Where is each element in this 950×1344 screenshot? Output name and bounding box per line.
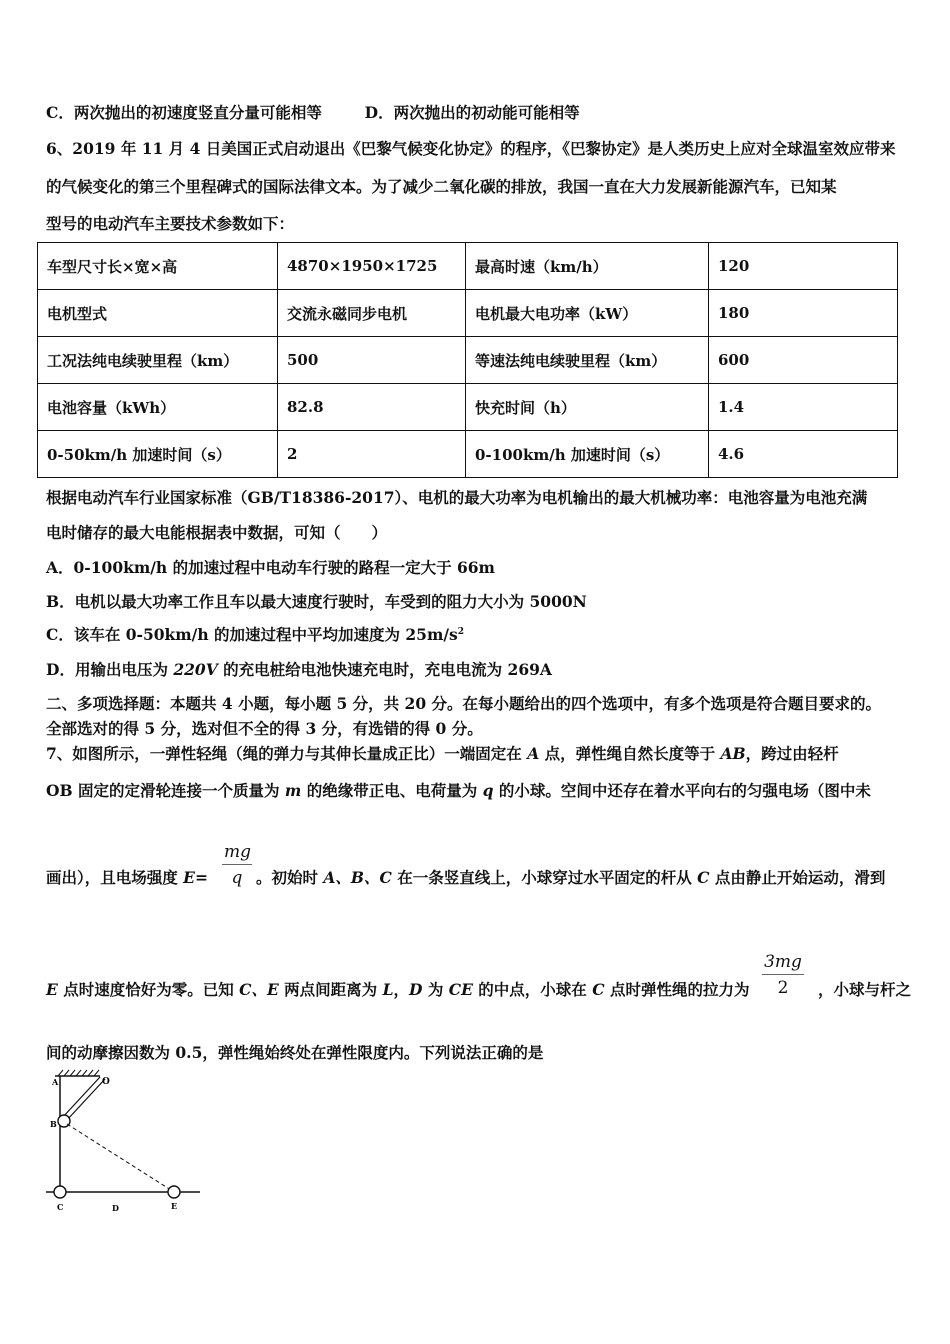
q7-text: 点由静止开始运动，滑到 — [709, 868, 886, 887]
table-cell: 500 — [278, 337, 466, 384]
q7-line-2 — [46, 779, 871, 801]
q7-text: 点时弹性绳的拉力为 — [604, 980, 750, 999]
q7-line-5: 间的动摩擦因数为 0.5，弹性绳始终处在弹性限度内。下列说法正确的是 — [46, 1043, 544, 1062]
label-c: C — [57, 1202, 64, 1212]
q7-var: L — [382, 980, 394, 999]
q7-line-3a — [46, 866, 208, 888]
section2-line-2: 全部选对的得 5 分，选对但不全的得 3 分，有选错的得 0 分。 — [46, 719, 483, 738]
label-o: O — [102, 1077, 110, 1087]
table-cell: 600 — [709, 337, 898, 384]
label-b: B — [50, 1119, 57, 1129]
table-row — [38, 243, 898, 290]
table-cell: 0-50km/h 加速时间（s） — [38, 431, 278, 478]
table-cell: 快充时间（h） — [466, 384, 709, 431]
q7-line-1 — [46, 742, 839, 764]
table-cell: 交流永磁同步电机 — [278, 290, 466, 337]
q6-option-a: A．0-100km/h 的加速过程中电动车行驶的路程一定大于 66m — [46, 558, 495, 577]
table-cell: 等速法纯电续驶里程（km） — [466, 337, 709, 384]
table-cell: 车型尺寸长×宽×高 — [38, 243, 278, 290]
table-cell: 最高时速（km/h） — [466, 243, 709, 290]
physics-figure — [40, 1068, 210, 1218]
q7-var: m — [284, 781, 302, 800]
table-cell: 82.8 — [278, 384, 466, 431]
q7-text: ， — [393, 980, 409, 999]
dashed-rope-be — [67, 1124, 174, 1192]
q7-text: OB 固定的定滑轮连接一个质量为 — [46, 781, 285, 800]
q6-option-c — [46, 623, 464, 645]
q7-text: 7、如图所示，一弹性轻绳（绳的弹力与其伸长量成正比）一端固定在 — [46, 744, 528, 763]
q6-option-d — [46, 658, 552, 680]
q7-line-3b — [256, 866, 885, 888]
q7-text: 两点间距离为 — [278, 980, 383, 999]
table-cell: 电池容量（kWh） — [38, 384, 278, 431]
label-a: A — [52, 1077, 59, 1087]
ball-e — [168, 1186, 180, 1198]
q7-text: 为 — [422, 980, 449, 999]
q7-text: 的小球。空间中还存在着水平向右的匀强电场（图中未 — [493, 781, 871, 800]
q7-line-4a — [46, 978, 749, 1000]
table-row — [38, 384, 898, 431]
q7-var: C、E — [239, 980, 279, 999]
q7-text: 在一条竖直线上，小球穿过水平固定的杆从 — [391, 868, 698, 887]
table-cell: 120 — [709, 243, 898, 290]
q7-var: E — [46, 980, 58, 999]
q7-var: AB — [720, 744, 746, 763]
q7-text: = — [194, 868, 208, 887]
q6-after-line-1: 根据电动汽车行业国家标准（GB/T18386-2017）、电机的最大功率为电机输出的最大机械功率：电池容量为电池充满 — [46, 488, 868, 507]
option-c-prev: C．两次抛出的初速度竖直分量可能相等 — [46, 103, 322, 122]
spec-table — [37, 242, 898, 478]
label-e: E — [171, 1201, 178, 1211]
table-row — [38, 431, 898, 478]
q7-text: 的中点，小球在 — [472, 980, 593, 999]
q7-var: CE — [448, 980, 473, 999]
top-options — [46, 101, 580, 123]
rod-ob-left — [62, 1077, 100, 1118]
table-cell: 电机型式 — [38, 290, 278, 337]
q6-after-line-2: 电时储存的最大电能根据表中数据，可知（ ） — [46, 523, 388, 542]
rod-ob-right — [67, 1079, 105, 1120]
ceiling-hatch — [55, 1070, 100, 1076]
fraction-3mg-over-2 — [762, 952, 804, 998]
fraction-denominator: q — [231, 868, 243, 888]
table-cell: 180 — [709, 290, 898, 337]
q6-option-c-sup: 2 — [457, 626, 465, 637]
q7-text: 点，弹性绳自然长度等于 — [539, 744, 721, 763]
fraction-mg-over-q — [222, 842, 252, 888]
q7-text: ，跨过由轻杆 — [745, 744, 839, 763]
option-d-prev: D．两次抛出的初动能可能相等 — [364, 103, 580, 122]
table-cell: 4870×1950×1725 — [278, 243, 466, 290]
q6-option-d-voltage: 220V — [173, 660, 218, 679]
q7-line-4b: ，小球与杆之 — [818, 980, 912, 999]
q6-stem-line-2: 的气候变化的第三个里程碑式的国际法律文本。为了减少二氧化碳的排放，我国一直在大力发展新能源汽车，已知某 — [46, 177, 837, 196]
table-cell: 0-100km/h 加速时间（s） — [466, 431, 709, 478]
q6-option-d-pre: D．用输出电压为 — [46, 660, 174, 679]
fraction-numerator: 3mg — [764, 952, 802, 972]
q6-stem-line-1: 6、2019 年 11 月 4 日美国正式启动退出《巴黎气候变化协定》的程序，《巴黎协定》是人类历史上应对全球温室效应带来 — [46, 139, 896, 158]
q6-option-d-post: 的充电桩给电池快速充电时，充电电流为 269A — [217, 660, 552, 679]
q7-text: 的绝缘带正电、电荷量为 — [301, 781, 483, 800]
ball-c — [54, 1186, 66, 1198]
q7-text: 点时速度恰好为零。已知 — [57, 980, 240, 999]
table-cell: 4.6 — [709, 431, 898, 478]
q6-option-c-text: C．该车在 0-50km/h 的加速过程中平均加速度为 25m/s — [46, 625, 458, 644]
fraction-numerator: mg — [224, 842, 252, 862]
label-d: D — [112, 1203, 119, 1213]
section2-line-1: 二、多项选择题：本题共 4 小题，每小题 5 分，共 20 分。在每小题给出的四个选项中，有多个选项是符合题目要求的。 — [46, 694, 882, 713]
q7-var: D — [409, 980, 423, 999]
q7-var: C — [697, 868, 710, 887]
table-row — [38, 337, 898, 384]
table-cell: 1.4 — [709, 384, 898, 431]
table-cell: 2 — [278, 431, 466, 478]
q7-text: 画出），且电场强度 — [46, 868, 184, 887]
q6-stem-line-3: 型号的电动汽车主要技术参数如下： — [46, 214, 295, 233]
q7-var: A — [527, 744, 540, 763]
table-cell: 电机最大电功率（kW） — [466, 290, 709, 337]
q7-var: A、B、C — [323, 868, 392, 887]
table-cell: 工况法纯电续驶里程（km） — [38, 337, 278, 384]
q7-var: C — [592, 980, 605, 999]
q7-var: E — [183, 868, 195, 887]
q6-option-b: B．电机以最大功率工作且车以最大速度行驶时，车受到的阻力大小为 5000N — [46, 592, 587, 611]
q7-text: 。初始时 — [256, 868, 324, 887]
q7-var: q — [482, 781, 494, 800]
table-row — [38, 290, 898, 337]
fraction-denominator: 2 — [777, 978, 789, 998]
